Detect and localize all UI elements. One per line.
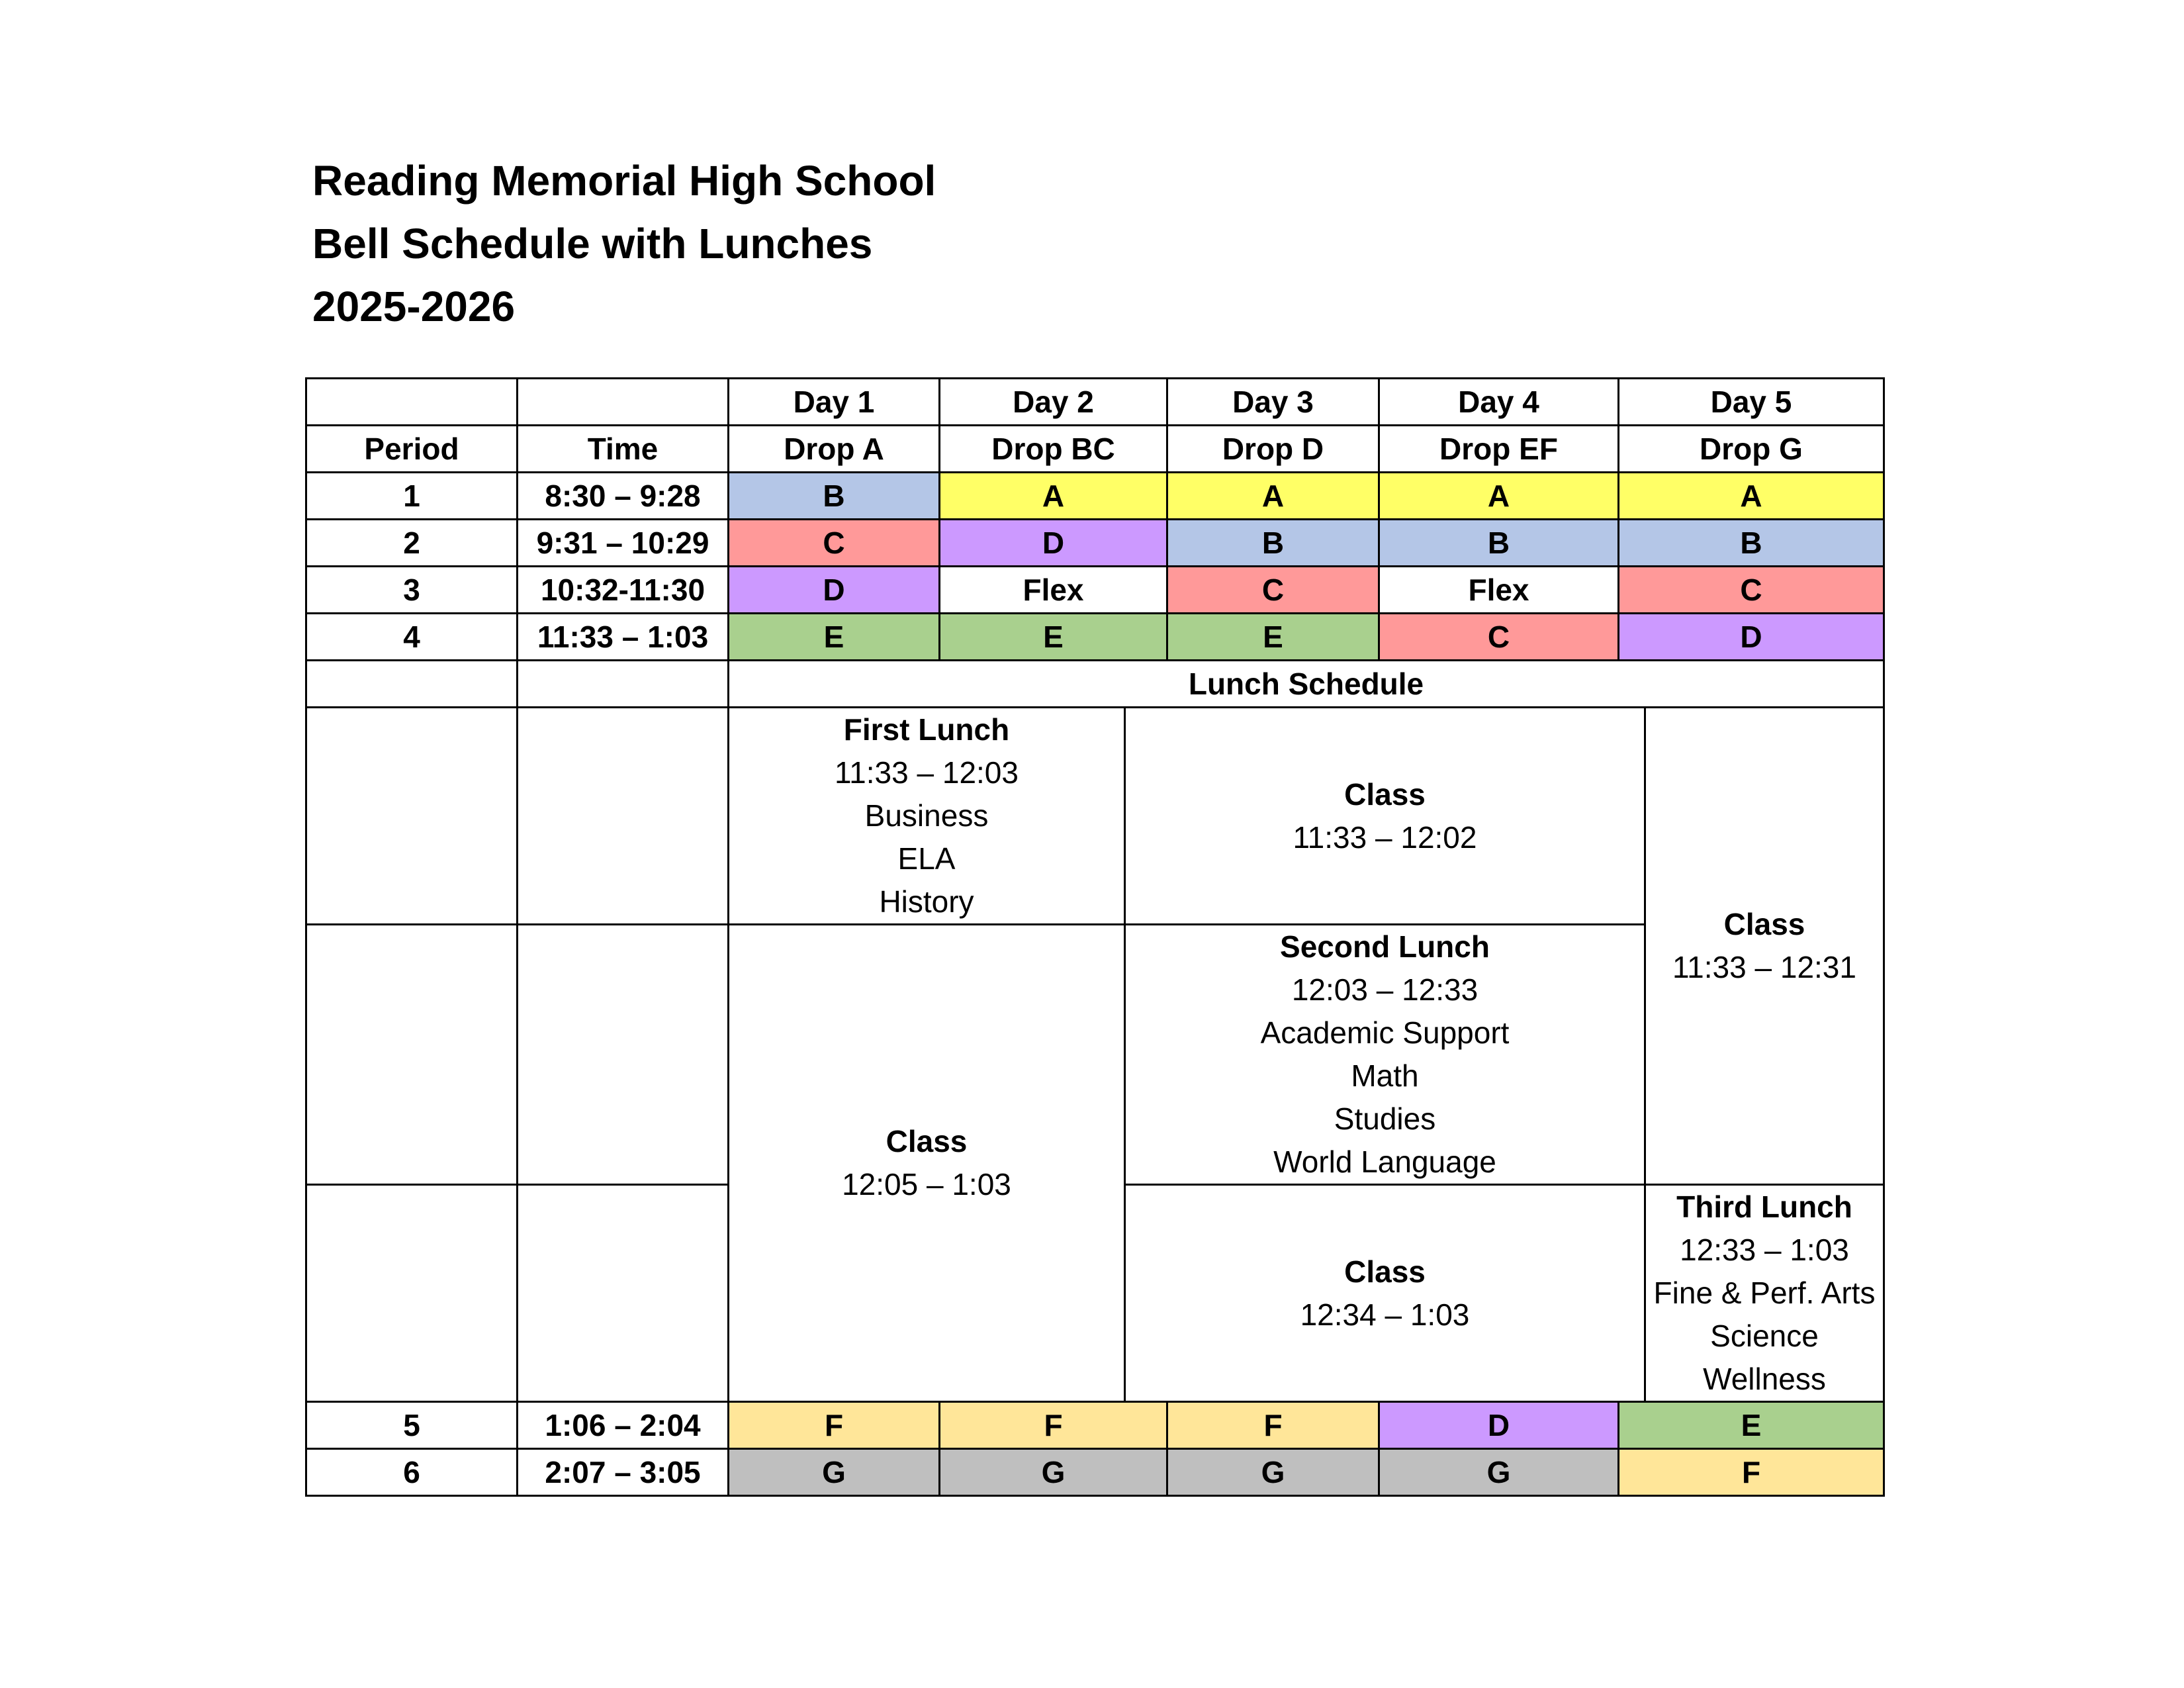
- block-cell: F: [1167, 1402, 1379, 1449]
- lunch-subject: Wellness: [1703, 1362, 1826, 1396]
- second-lunch-class-before-cell: [1125, 708, 1645, 925]
- block-cell: D: [1379, 1402, 1619, 1449]
- blank-cell: [518, 925, 729, 1185]
- time-header: Time: [518, 426, 729, 473]
- blank-cell: [306, 1185, 518, 1402]
- lunch-subject: History: [879, 884, 974, 919]
- blank-cell: [306, 925, 518, 1185]
- period-row: [306, 1402, 1884, 1449]
- block-cell: Flex: [940, 567, 1167, 614]
- block-cell: C: [729, 520, 940, 567]
- class-title: Class: [1723, 907, 1805, 941]
- school-name: Reading Memorial High School: [312, 157, 936, 205]
- block-cell: G: [1167, 1449, 1379, 1496]
- block-cell: B: [1379, 520, 1619, 567]
- block-cell: D: [729, 567, 940, 614]
- block-cell: B: [729, 473, 940, 520]
- third-lunch-cell: [1645, 1185, 1884, 1402]
- period-time: 8:30 – 9:28: [518, 473, 729, 520]
- lunch-subject: Science: [1710, 1319, 1819, 1353]
- blank-cell: [306, 661, 518, 708]
- class-title: Class: [1344, 1254, 1426, 1289]
- class-time: 11:33 – 12:02: [1293, 820, 1477, 855]
- drop-1-header: Drop A: [729, 426, 940, 473]
- class-time: 12:34 – 1:03: [1300, 1297, 1470, 1332]
- period-row: [306, 520, 1884, 567]
- period-time: 10:32-11:30: [518, 567, 729, 614]
- lunch-schedule-row: [306, 661, 1884, 708]
- block-cell: B: [1167, 520, 1379, 567]
- lunch-subject: Studies: [1334, 1102, 1436, 1136]
- block-cell: C: [1167, 567, 1379, 614]
- lunch-schedule-label: Lunch Schedule: [729, 661, 1884, 708]
- period-row: [306, 1449, 1884, 1496]
- block-cell: G: [940, 1449, 1167, 1496]
- block-cell: A: [1619, 473, 1884, 520]
- period-row: [306, 567, 1884, 614]
- class-title: Class: [886, 1124, 968, 1158]
- drop-3-header: Drop D: [1167, 426, 1379, 473]
- block-cell: D: [940, 520, 1167, 567]
- block-cell: F: [1619, 1449, 1884, 1496]
- blank-cell: [306, 379, 518, 426]
- first-lunch-class-cell: [729, 925, 1125, 1402]
- block-cell: A: [1379, 473, 1619, 520]
- block-cell: E: [1619, 1402, 1884, 1449]
- period-header: Period: [306, 426, 518, 473]
- blank-cell: [518, 708, 729, 925]
- block-cell: G: [1379, 1449, 1619, 1496]
- lunch-subject: Math: [1351, 1058, 1419, 1093]
- school-year: 2025-2026: [312, 283, 516, 330]
- block-cell: C: [1619, 567, 1884, 614]
- day-4-header: Day 4: [1379, 379, 1619, 426]
- period-number: 1: [306, 473, 518, 520]
- first-lunch-cell: [729, 708, 1125, 925]
- block-cell: G: [729, 1449, 940, 1496]
- period-number: 3: [306, 567, 518, 614]
- day-3-header: Day 3: [1167, 379, 1379, 426]
- block-cell: F: [729, 1402, 940, 1449]
- bell-schedule-table: [305, 377, 1885, 1497]
- title-block: [312, 150, 936, 338]
- period-time: 11:33 – 1:03: [518, 614, 729, 661]
- lunch-row-1: [306, 708, 1884, 925]
- lunch-subject: Fine & Perf. Arts: [1653, 1276, 1876, 1310]
- first-lunch-time: 11:33 – 12:03: [835, 755, 1019, 790]
- class-title: Class: [1344, 776, 1426, 812]
- block-cell: E: [1167, 614, 1379, 661]
- period-time: 1:06 – 2:04: [518, 1402, 729, 1449]
- first-lunch-title: First Lunch: [843, 712, 1010, 747]
- drop-5-header: Drop G: [1619, 426, 1884, 473]
- third-lunch-class-cell: [1645, 708, 1884, 1185]
- period-number: 2: [306, 520, 518, 567]
- block-cell: F: [940, 1402, 1167, 1449]
- period-number: 5: [306, 1402, 518, 1449]
- drop-header-row: [306, 426, 1884, 473]
- second-lunch-cell: [1125, 925, 1645, 1185]
- third-lunch-title: Third Lunch: [1676, 1190, 1852, 1224]
- lunch-subject: ELA: [897, 841, 956, 876]
- third-lunch-time: 12:33 – 1:03: [1680, 1233, 1849, 1267]
- block-cell: B: [1619, 520, 1884, 567]
- day-2-header: Day 2: [940, 379, 1167, 426]
- blank-cell: [518, 1185, 729, 1402]
- blank-cell: [518, 661, 729, 708]
- period-number: 6: [306, 1449, 518, 1496]
- class-time: 11:33 – 12:31: [1672, 950, 1856, 984]
- period-row: [306, 614, 1884, 661]
- schedule-title: Bell Schedule with Lunches: [312, 220, 873, 267]
- second-lunch-class-after-cell: [1125, 1185, 1645, 1402]
- period-number: 4: [306, 614, 518, 661]
- drop-2-header: Drop BC: [940, 426, 1167, 473]
- block-cell: E: [729, 614, 940, 661]
- drop-4-header: Drop EF: [1379, 426, 1619, 473]
- lunch-subject: World Language: [1273, 1145, 1496, 1179]
- block-cell: C: [1379, 614, 1619, 661]
- second-lunch-title: Second Lunch: [1280, 929, 1490, 964]
- period-row: [306, 473, 1884, 520]
- day-header-row: [306, 379, 1884, 426]
- block-cell: D: [1619, 614, 1884, 661]
- lunch-subject: Business: [864, 798, 989, 833]
- second-lunch-time: 12:03 – 12:33: [1291, 972, 1479, 1007]
- block-cell: E: [940, 614, 1167, 661]
- blank-cell: [306, 708, 518, 925]
- day-1-header: Day 1: [729, 379, 940, 426]
- period-time: 2:07 – 3:05: [518, 1449, 729, 1496]
- blank-cell: [518, 379, 729, 426]
- lunch-subject: Academic Support: [1260, 1015, 1510, 1050]
- block-cell: Flex: [1379, 567, 1619, 614]
- block-cell: A: [940, 473, 1167, 520]
- day-5-header: Day 5: [1619, 379, 1884, 426]
- class-time: 12:05 – 1:03: [842, 1167, 1011, 1201]
- period-time: 9:31 – 10:29: [518, 520, 729, 567]
- block-cell: A: [1167, 473, 1379, 520]
